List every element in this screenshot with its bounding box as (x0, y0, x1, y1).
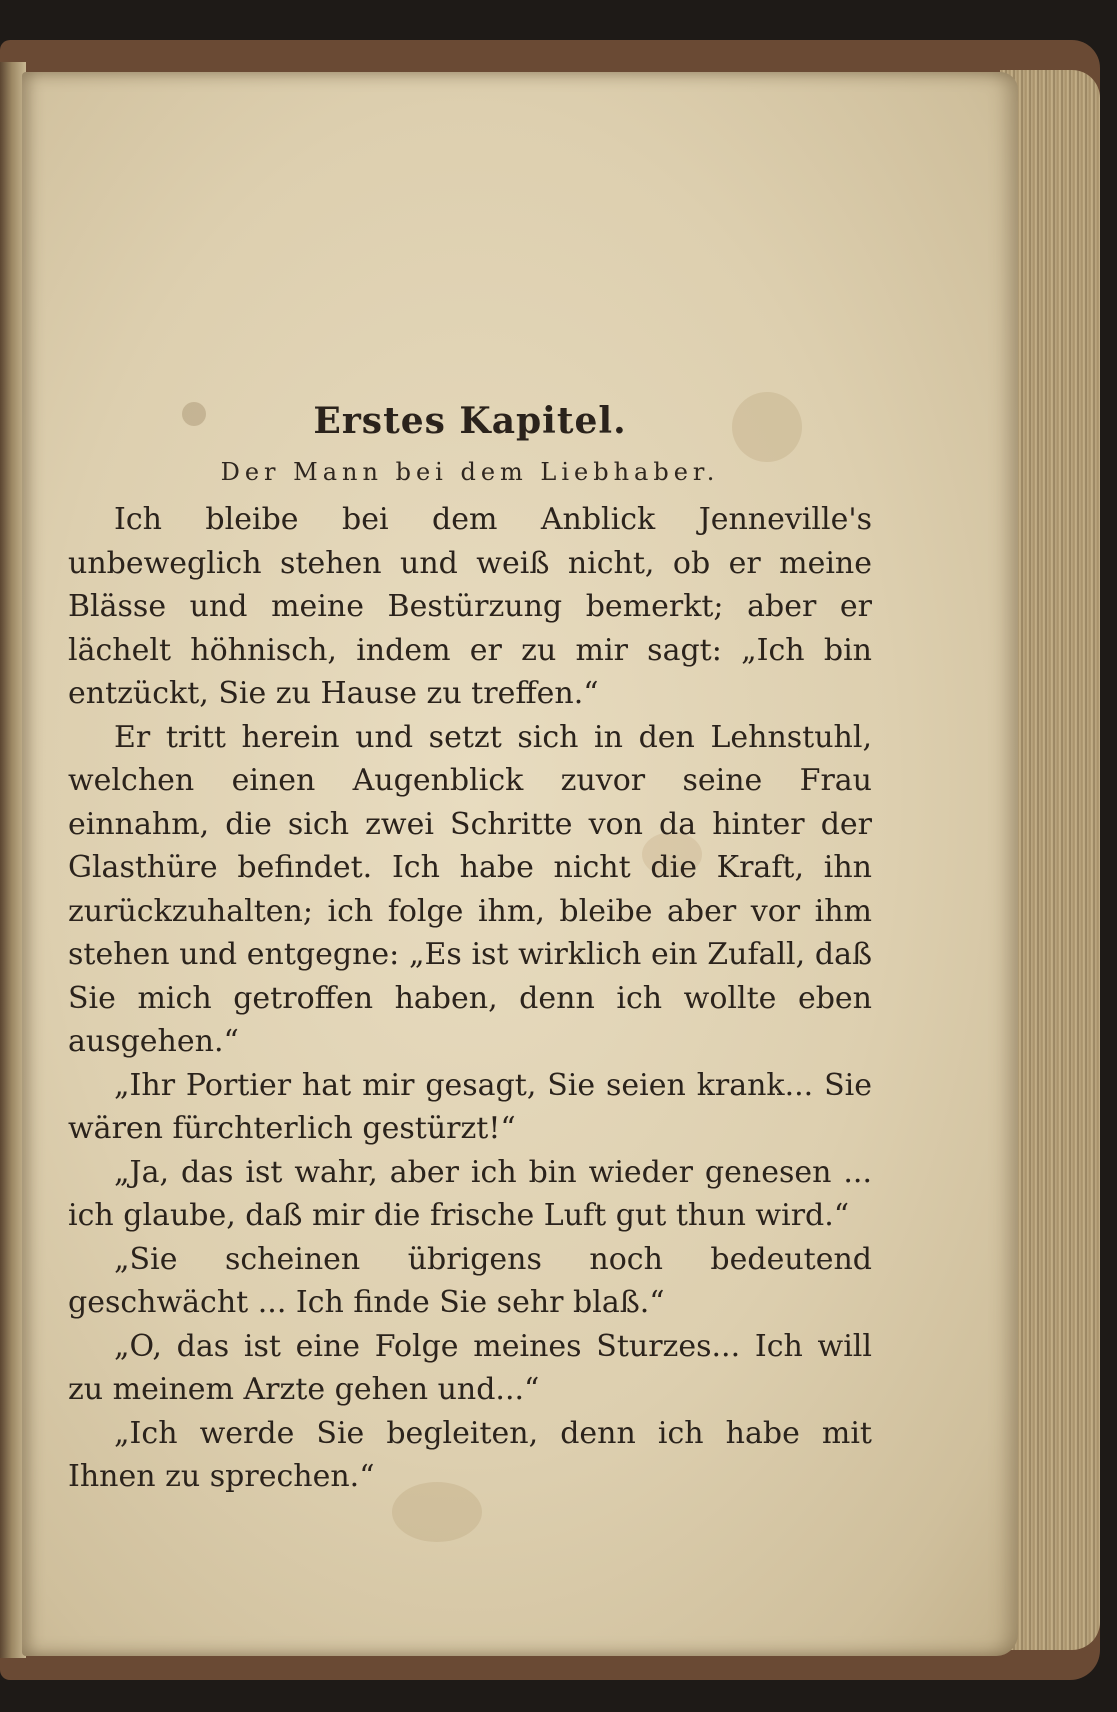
paragraph: „Ihr Portier hat mir gesagt, Sie seien krank... Sie wären fürchterlich gestürzt!“ (68, 1067, 872, 1146)
paragraph: „Sie scheinen übrigens noch bedeutend geschwächt ... Ich finde Sie sehr blaß.“ (68, 1241, 872, 1320)
paragraph: „Ja, das ist wahr, aber ich bin wieder genesen ... ich glaube, daß mir die frische Luft gut thun wird.“ (68, 1154, 872, 1233)
paragraph: „Ich werde Sie begleiten, denn ich habe mit Ihnen zu sprechen.“ (68, 1415, 872, 1494)
paragraph: Er tritt herein und setzt sich in den Lehnstuhl, welchen einen Augenblick zuvor seine Frau einnahm, die sich zwei Schritte von da hinter der Glasthüre befindet. Ich habe nicht die Kraft, ihn zurückzuhalten; ich folge ihm, bleibe aber vor ihm stehen und entgegne: „Es ist wirklich ein Zufall, daß Sie mich getroffen haben, denn ich wollte eben ausgehen.“ (68, 719, 872, 1059)
paragraph: „O, das ist eine Folge meines Sturzes... Ich will zu meinem Arzte gehen und...“ (68, 1328, 872, 1407)
chapter-title: Erstes Kapitel. (313, 400, 627, 442)
page-text (68, 400, 872, 1499)
paragraph: Ich bleibe bei dem Anblick Jenneville's unbeweglich stehen und weiß nicht, ob er meine Blässe und meine Bestürzung bemerkt; aber er lächelt höhnisch, indem er zu mir sagt: „Ich bin entzückt, Sie zu Hause zu treffen.“ (68, 502, 872, 711)
chapter-subtitle: Der Mann bei dem Liebhaber. (220, 458, 720, 486)
